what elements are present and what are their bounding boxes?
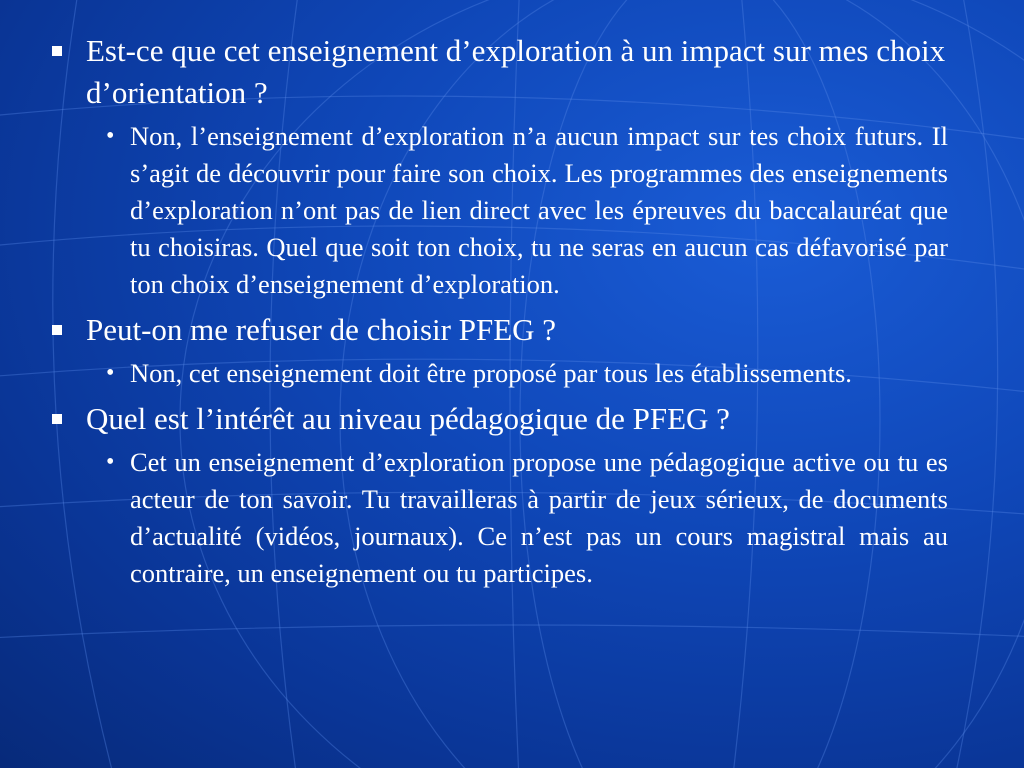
answer-2 [106,355,948,392]
round-bullet-icon: • [106,360,115,386]
question-1 [48,30,948,114]
question-3-text: Quel est l’intérêt au niveau pédagogique de PFEG ? [86,401,730,436]
answer-3 [106,444,948,592]
square-bullet-icon [52,414,62,424]
square-bullet-icon [52,325,62,335]
round-bullet-icon: • [106,449,115,475]
question-3 [48,398,948,440]
answer-2-text: Non, cet enseignement doit être proposé par tous les établissements. [130,358,852,388]
round-bullet-icon: • [106,123,115,149]
question-2-text: Peut-on me refuser de choisir PFEG ? [86,312,557,347]
question-2 [48,309,948,351]
answer-1-text: Non, l’enseignement d’exploration n’a aucun impact sur tes choix futurs. Il s’agit de découvrir pour faire son choix. Les programmes des enseignements d’exploration n’ont pas de lien direct avec les épreuves du baccalauréat que tu choisiras. Quel que soit ton choix, tu ne seras en aucun cas défavorisé par ton choix d’enseignement d’exploration. [130,121,948,299]
slide-content [48,30,948,598]
answer-3-text: Cet un enseignement d’exploration propose une pédagogique active ou tu es acteur de ton savoir. Tu travailleras à partir de jeux sérieux, de documents d’actualité (vidéos, journaux). Ce n’est pas un cours magistral mais au contraire, un enseignement ou tu participes. [130,447,948,588]
question-1-text: Est-ce que cet enseignement d’exploration à un impact sur mes choix d’orientation ? [86,33,946,110]
answer-1 [106,118,948,303]
square-bullet-icon [52,46,62,56]
